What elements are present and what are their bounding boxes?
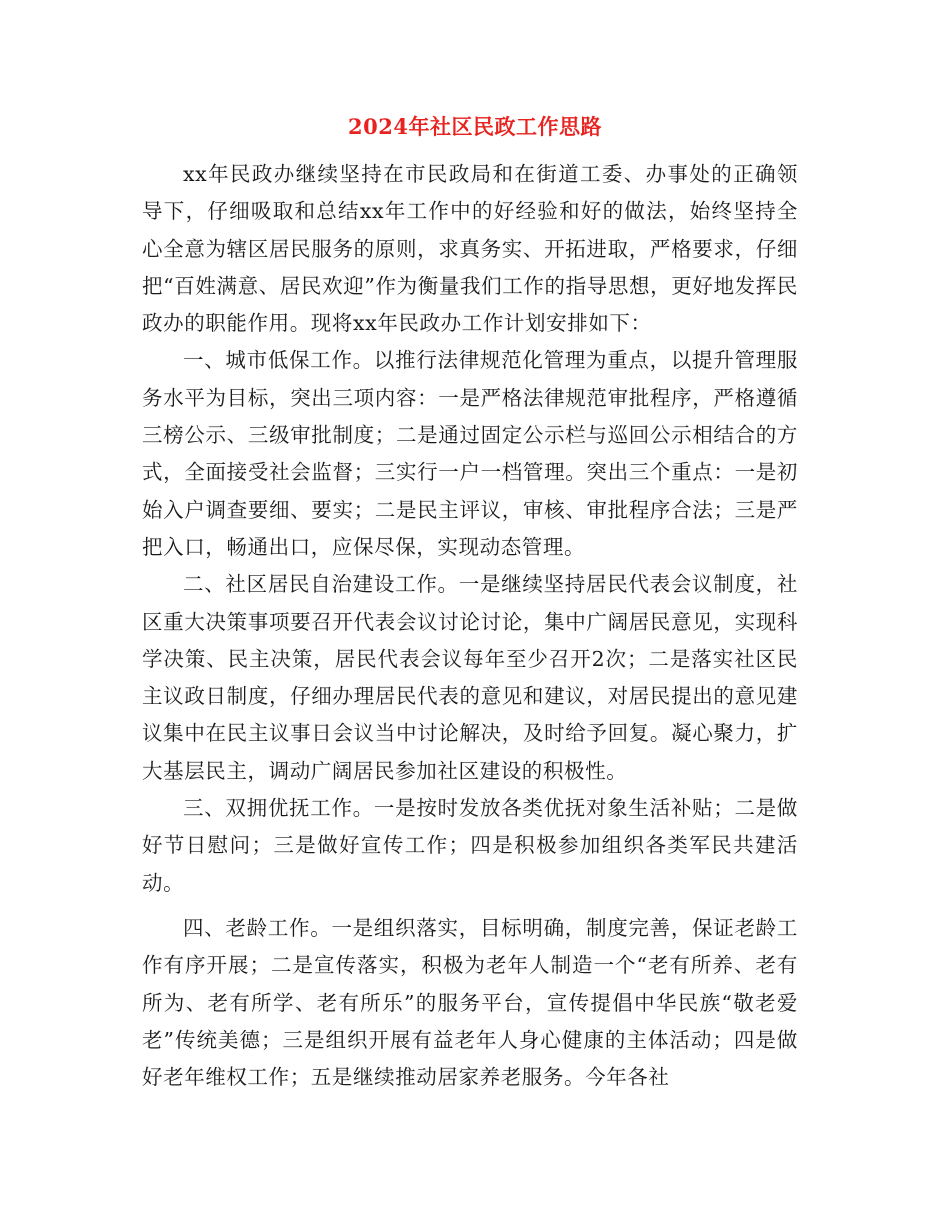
- paragraph-urban-subsistence: 一、城市低保工作。以推行法律规范化管理为重点，以提升管理服务水平为目标，突出三项内容：一是严格法律规范审批程序，严格遵循三榜公示、三级审批制度；二是通过固定公示栏与巡回公示相结合的方式，全面接受社会监督；三实行一户一档管理。突出三个重点：一是初始入户调查要细、要实；二是民主评议，审核、审批程序合法；三是严把入口，畅通出口，应保尽保，实现动态管理。: [142, 348, 798, 559]
- document-title: 2024年社区民政工作思路: [348, 114, 602, 139]
- paragraph-elderly-work: 四、老龄工作。一是组织落实，目标明确，制度完善，保证老龄工作有序开展；二是宣传落实，积极为老年人制造一个“老有所养、老有所为、老有所学、老有所乐”的服务平台，宣传提倡中华民族“敬老爱老”传统美德；三是组织开展有益老年人身心健康的主体活动；四是做好老年维权工作；五是继续推动居家养老服务。今年各社: [142, 915, 798, 1090]
- paragraph-military-support: 三、双拥优抚工作。一是按时发放各类优抚对象生活补贴；二是做好节日慰问；三是做好宣传工作；四是积极参加组织各类军民共建活动。: [142, 796, 798, 895]
- paragraph-intro: xx年民政办继续坚持在市民政局和在街道工委、办事处的正确领导下，仔细吸取和总结xx年工作中的好经验和好的做法，始终坚持全心全意为辖区居民服务的原则，求真务实、开拓进取，严格要求，仔细把“百姓满意、居民欢迎”作为衡量我们工作的指导思想，更好地发挥民政办的职能作用。现将xx年民政办工作计划安排如下：: [142, 162, 798, 336]
- document-body: [142, 156, 798, 1096]
- paragraph-community-autonomy: 二、社区居民自治建设工作。一是继续坚持居民代表会议制度，社区重大决策事项要召开代表会议讨论讨论，集中广阔居民意见，实现科学决策、民主决策，居民代表会议每年至少召开2次；二是落实社区民主议政日制度，仔细办理居民代表的意见和建议，对居民提出的意见建议集中在民主议事日会议当中讨论解决，及时给予回复。凝心聚力，扩大基层民主，调动广阔居民参加社区建设的积极性。: [142, 572, 798, 783]
